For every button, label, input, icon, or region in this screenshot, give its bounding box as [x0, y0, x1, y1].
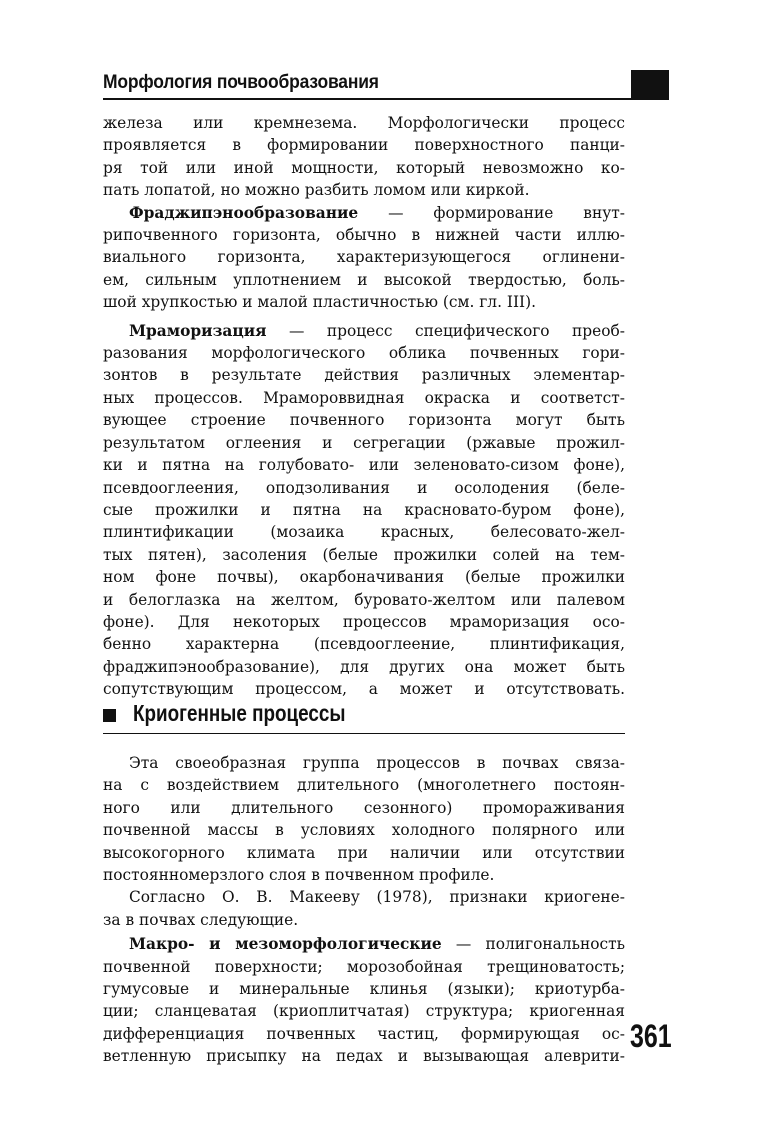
text-line: результатом оглеения и сегрегации (ржавые прожил- — [103, 433, 625, 452]
running-header-rule — [103, 98, 669, 100]
text-line: плинтификации (мозаика красных, белесовато-жел- — [103, 523, 625, 542]
text-line: ки и пятна на голубовато- или зеленовато-сизом фоне), — [103, 456, 625, 475]
paragraph-macro-meso — [103, 933, 625, 1067]
text-line: почвенной массы в условиях холодного полярного или — [103, 821, 625, 840]
section-bullet-icon — [103, 709, 116, 722]
paragraph-cryogenic-intro — [103, 752, 625, 886]
text-segment: — процесс специфического преоб- — [266, 321, 625, 340]
text-line: высокогорного климата при наличии или отсутствии — [103, 843, 625, 862]
text-line: Согласно О. В. Макееву (1978), признаки криогене- — [129, 888, 625, 907]
body-text-top — [103, 112, 625, 701]
text-line: шой хрупкостью и малой пластичностью (см. гл. III). — [103, 293, 536, 312]
text-line — [103, 320, 625, 342]
text-line: рипочвенного горизонта, обычно в нижней части иллю- — [103, 226, 625, 245]
text-line: ря той или иной мощности, который невозможно ко- — [103, 158, 625, 177]
running-title: Морфология почвообразования — [103, 72, 379, 93]
text-line: псевдооглеения, оподзоливания и осолодения (беле- — [103, 478, 625, 497]
page-number: 361 — [630, 1018, 672, 1054]
text-line: на с воздействием длительного (многолетнего постоян- — [103, 776, 625, 795]
text-line — [103, 202, 625, 224]
paragraph-marbling — [103, 320, 625, 701]
text-line: дифференциация почвенных частиц, формирующая ос- — [103, 1024, 625, 1043]
paragraph-fragipan — [103, 202, 625, 314]
text-line: фраджипэнообразование), для других она может быть — [103, 657, 625, 676]
section-title: Криогенные процессы — [133, 700, 346, 726]
text-line: ем, сильным уплотнением и высокой твердостью, боль- — [103, 270, 625, 289]
text-line: пать лопатой, но можно разбить ломом или киркой. — [103, 181, 530, 200]
text-line: ном фоне почвы), окарбоначивания (белые прожилки — [103, 568, 625, 587]
text-line: ных процессов. Мрамороввидная окраска и соответст- — [103, 388, 625, 407]
text-line: зонтов в результате действия различных элементар- — [103, 366, 625, 385]
running-header-block — [631, 70, 669, 98]
running-header — [103, 70, 669, 100]
text-line: разования морфологического облика почвенных гори- — [103, 344, 625, 363]
text-line — [103, 933, 625, 955]
text-line: Эта своеобразная группа процессов в почвах связа- — [129, 754, 625, 772]
text-line: ветленную присыпку на педах и вызывающая алеврити- — [103, 1047, 625, 1066]
text-line: почвенной поверхности; морозобойная трещиноватость; — [103, 957, 625, 976]
text-line: и белоглазка на желтом, буровато-желтом или палевом — [103, 590, 625, 609]
body-text-bottom — [103, 752, 625, 1068]
text-line: тых пятен), засоления (белые прожилки солей на тем- — [103, 545, 625, 564]
text-line: проявляется в формировании поверхностного панци- — [103, 136, 625, 155]
text-line: бенно характерна (псевдооглеение, плинтификация, — [103, 635, 625, 654]
section-rule — [103, 733, 625, 734]
section-heading — [103, 700, 625, 734]
text-line: фоне). Для некоторых процессов мраморизация осо- — [103, 612, 625, 631]
text-line: гумусовые и минеральные клинья (языки); криотурба- — [103, 980, 625, 999]
text-line: железа или кремнезема. Морфологически процесс — [103, 114, 625, 132]
term-marbling: Мраморизация — [129, 321, 267, 340]
text-line: сые прожилки и пятна на красновато-буром фоне), — [103, 500, 625, 519]
text-segment: — полигональность — [441, 935, 625, 954]
text-segment: — формирование внут- — [358, 203, 625, 222]
term-fragipan: Фраджипэнообразование — [129, 203, 359, 222]
text-line: вующее строение почвенного горизонта могут быть — [103, 411, 625, 430]
paragraph-makeev — [103, 886, 625, 931]
text-line: постоянномерзлого слоя в почвенном профиле. — [103, 866, 495, 885]
text-line: виального горизонта, характеризующегося оглинени- — [103, 248, 625, 267]
term-macro-meso: Макро- и мезоморфологические — [129, 935, 442, 954]
text-line: ции; сланцеватая (криоплитчатая) структура; криогенная — [103, 1002, 625, 1021]
paragraph-iron-crust — [103, 112, 625, 202]
text-line: сопутствующим процессом, а может и отсутствовать. — [103, 680, 625, 699]
text-line: ного или длительного сезонного) промораживания — [103, 798, 625, 817]
text-line: за в почвах следующие. — [103, 910, 299, 929]
